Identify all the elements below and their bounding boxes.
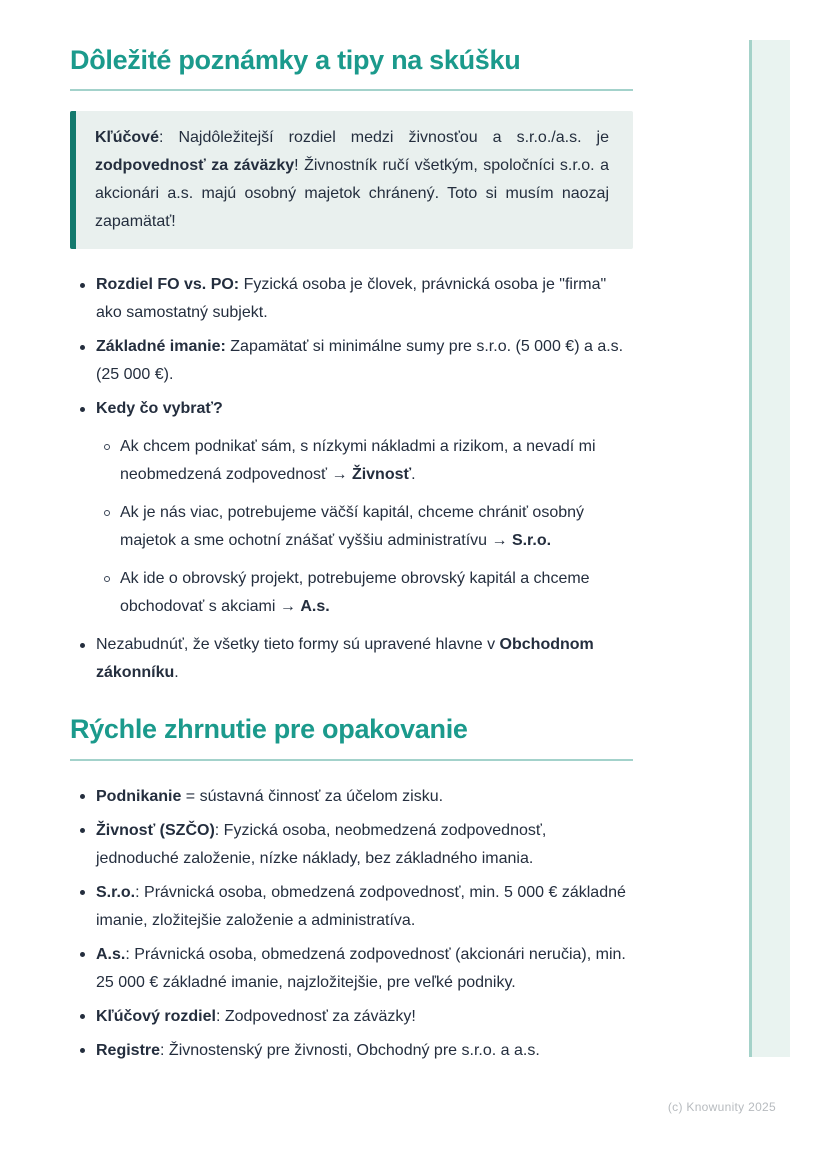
list-item — [70, 1003, 633, 1031]
title-divider — [70, 759, 633, 761]
sublist-item-text: Ak je nás viac, potrebujeme väčší kapitál, chceme chrániť osobný majetok a sme ochotní znášať vyššiu administratívu → S.r.o. — [120, 504, 585, 550]
notes-sublist — [96, 433, 633, 621]
list-item-text: Rozdiel FO vs. PO: Fyzická osoba je človek, právnická osoba je "firma" ako samostatný subjekt. — [96, 276, 607, 322]
summary-list — [70, 783, 633, 1065]
title-divider — [70, 89, 633, 91]
section-title-summary: Rýchle zhrnutie pre opakovanie — [70, 714, 468, 745]
section-title-notes: Dôležité poznámky a tipy na skúšku — [70, 45, 521, 75]
sublist-item-text: Ak chcem podnikať sám, s nízkymi nákladmi a rizikom, a nevadí mi neobmedzená zodpovednosť → Živnosť. — [120, 438, 596, 484]
list-item-text: Živnosť (SZČO): Fyzická osoba, neobmedzená zodpovednosť, jednoduché založenie, nízke náklady, bez základného imania. — [96, 821, 547, 867]
notes-list — [70, 271, 633, 687]
copyright: (c) Knowunity 2025 — [667, 1100, 776, 1114]
list-item — [70, 271, 633, 327]
sublist-item — [96, 499, 633, 555]
key-callout — [70, 111, 633, 249]
list-item — [70, 631, 633, 687]
list-item-text: A.s.: Právnická osoba, obmedzená zodpovednosť (akcionári neručia), min. 25 000 € základné imanie, najzložitejšie, pre veľké podniky. — [96, 945, 626, 991]
sublist-item — [96, 565, 633, 621]
list-item — [70, 1037, 633, 1065]
sublist-item — [96, 433, 633, 489]
list-item-text: Nezabudnúť, že všetky tieto formy sú upravené hlavne v Obchodnom zákonníku. — [96, 636, 594, 682]
page-edge-decoration — [749, 40, 790, 1057]
list-item-text: Kedy čo vybrať? — [96, 400, 223, 418]
list-item — [70, 941, 633, 997]
list-item-text: Kľúčový rozdiel: Zodpovednosť za záväzky! — [96, 1007, 416, 1025]
list-item-text: Registre: Živnostenský pre živnosti, Obchodný pre s.r.o. a a.s. — [96, 1041, 540, 1059]
list-item-text: Podnikanie = sústavná činnosť za účelom zisku. — [96, 787, 444, 805]
document-content — [70, 0, 633, 1071]
callout-text: Kľúčové: Najdôležitejší rozdiel medzi živnosťou a s.r.o./a.s. je zodpovednosť za záväzky! Živnostník ručí všetkým, spoločníci s.r.o. a akcionári a.s. majú osobný majetok chránený. Toto si musím naozaj zapamätať! — [95, 129, 609, 231]
sublist-item-text: Ak ide o obrovský projekt, potrebujeme obrovský kapitál a chceme obchodovať s akciami → A.s. — [120, 570, 590, 616]
list-item-text: Základné imanie: Zapamätať si minimálne sumy pre s.r.o. (5 000 €) a a.s. (25 000 €). — [96, 338, 624, 384]
list-item — [70, 783, 633, 811]
list-item-text: S.r.o.: Právnická osoba, obmedzená zodpovednosť, min. 5 000 € základné imanie, zložitejšie založenie a administratíva. — [96, 883, 626, 929]
list-item — [70, 817, 633, 873]
list-item — [70, 395, 633, 621]
list-item — [70, 879, 633, 935]
list-item — [70, 333, 633, 389]
